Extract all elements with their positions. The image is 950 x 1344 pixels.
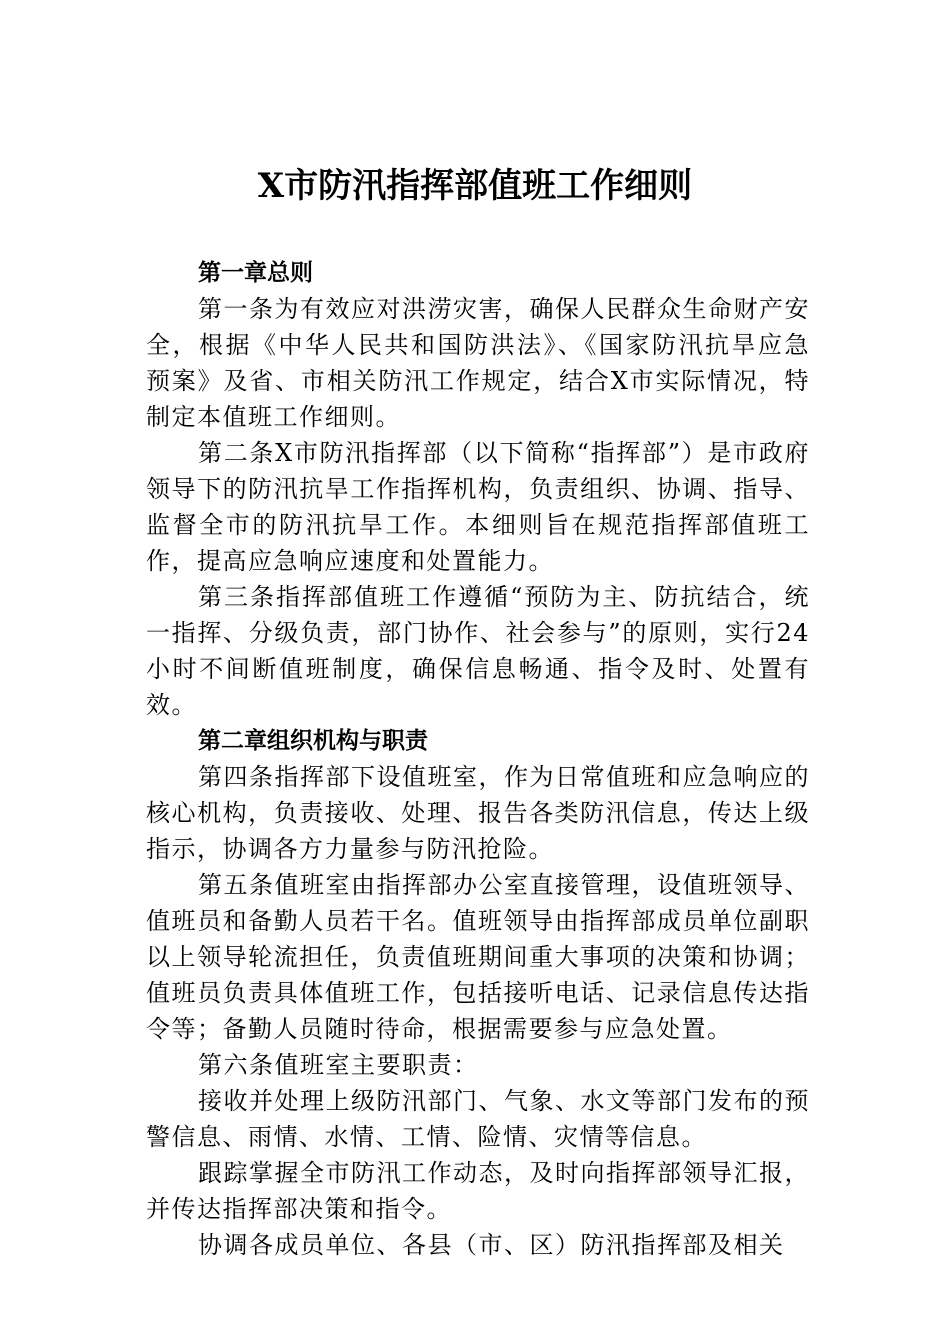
chapter-heading-1: 第一章总则 bbox=[198, 260, 313, 286]
article-2: 第二条X市防汛指挥部（以下简称“指挥部”）是市政府领导下的防汛抗旱工作指挥机构，负责组织、协调、指导、监督全市的防汛抗旱工作。本细则旨在规范指挥部值班工作，提高应急响应速度和处置能力。 bbox=[146, 439, 810, 575]
article-3: 第三条指挥部值班工作遵循“预防为主、防抗结合，统一指挥、分级负责，部门协作、社会参与”的原则，实行24小时不间断值班制度，确保信息畅通、指令及时、处置有效。 bbox=[146, 583, 810, 719]
chapter-heading-2: 第二章组织机构与职责 bbox=[198, 728, 428, 754]
document-title: X市防汛指挥部值班工作细则 bbox=[257, 166, 693, 206]
article-6: 第六条值班室主要职责： bbox=[198, 1051, 479, 1079]
article-4: 第四条指挥部下设值班室，作为日常值班和应急响应的核心机构，负责接收、处理、报告各类防汛信息，传达上级指示，协调各方力量参与防汛抢险。 bbox=[146, 763, 810, 863]
duty-item-1: 接收并处理上级防汛部门、气象、水文等部门发布的预警信息、雨情、水情、工情、险情、灾情等信息。 bbox=[146, 1087, 810, 1151]
article-5: 第五条值班室由指挥部办公室直接管理，设值班领导、值班员和备勤人员若干名。值班领导由指挥部成员单位副职以上领导轮流担任，负责值班期间重大事项的决策和协调；值班员负责具体值班工作，包括接听电话、记录信息传达指令等；备勤人员随时待命，根据需要参与应急处置。 bbox=[146, 871, 810, 1043]
duty-item-2: 跟踪掌握全市防汛工作动态，及时向指挥部领导汇报，并传达指挥部决策和指令。 bbox=[146, 1159, 810, 1223]
duty-item-3: 协调各成员单位、各县（市、区）防汛指挥部及相关 bbox=[198, 1231, 785, 1259]
document-body bbox=[146, 255, 810, 1263]
article-1: 第一条为有效应对洪涝灾害，确保人民群众生命财产安全，根据《中华人民共和国防洪法》、《国家防汛抗旱应急预案》及省、市相关防汛工作规定，结合X市实际情况，特制定本值班工作细则。 bbox=[146, 295, 810, 431]
